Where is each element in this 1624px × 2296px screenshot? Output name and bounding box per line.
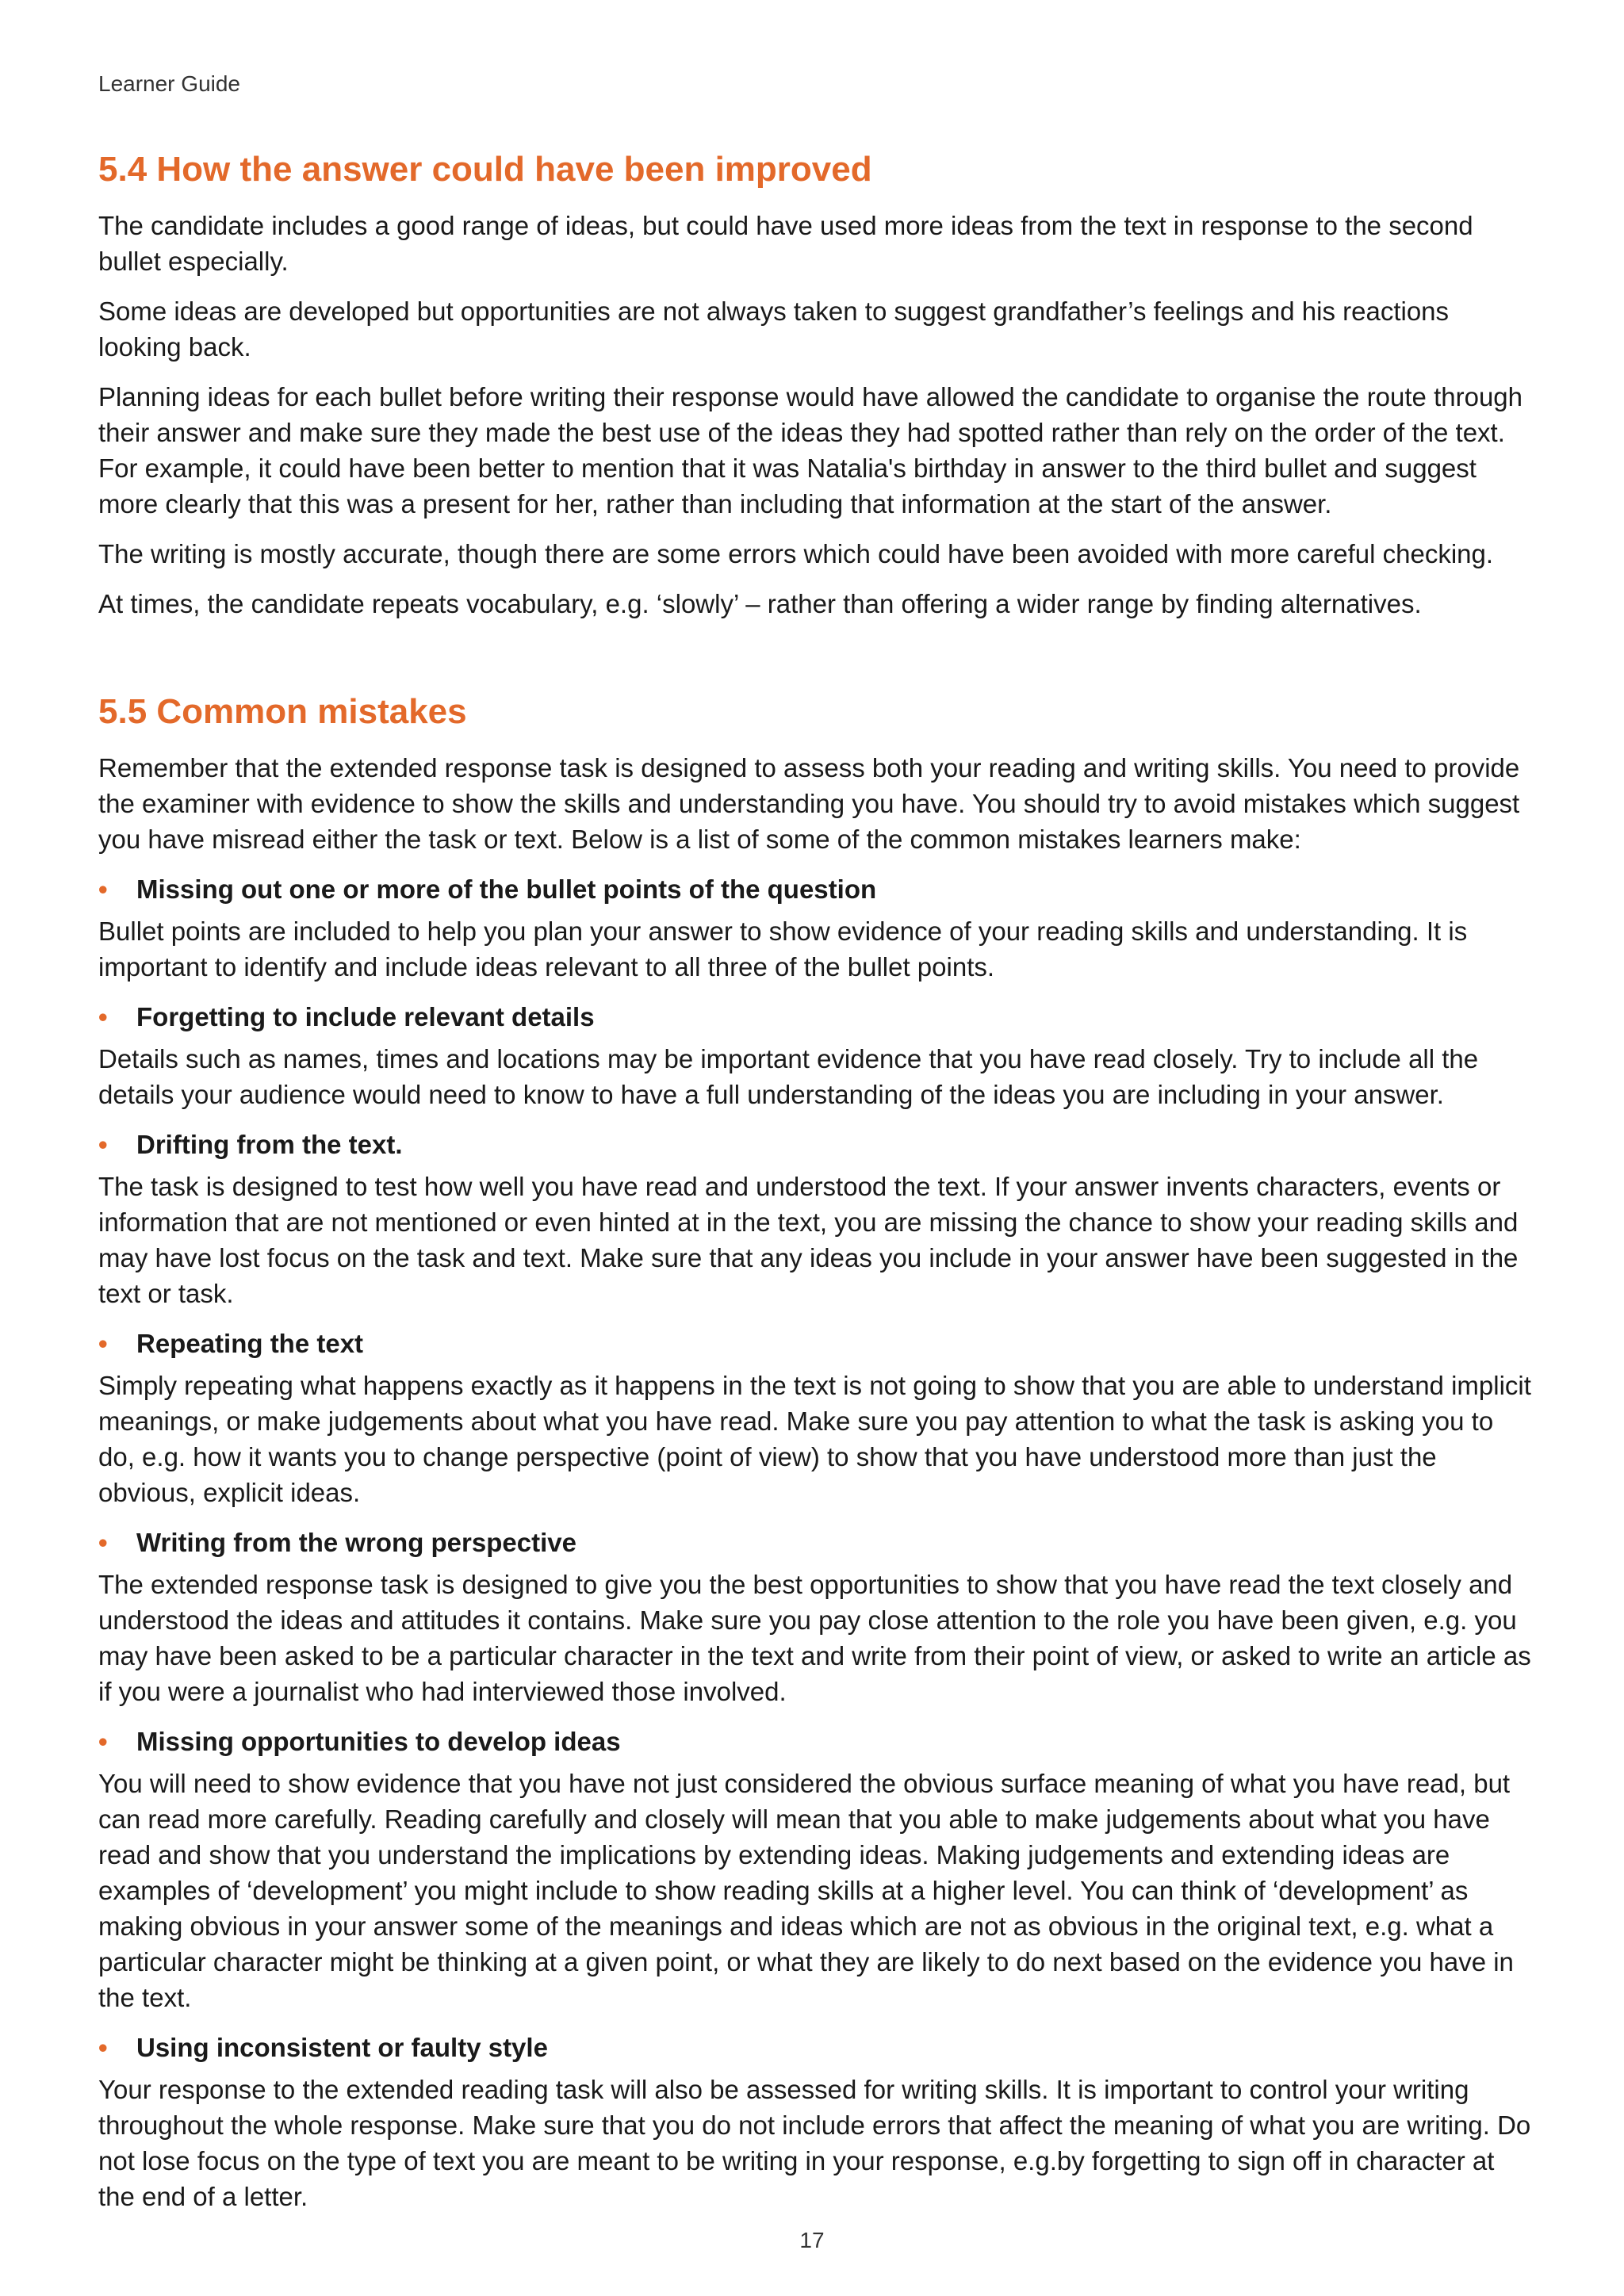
bullet-icon: • (98, 1329, 108, 1358)
bullet-icon: • (98, 2033, 108, 2062)
bullet-title-text: Missing opportunities to develop ideas (136, 1727, 621, 1756)
bullet-title-text: Using inconsistent or faulty style (136, 2033, 548, 2062)
bullet-icon: • (98, 874, 108, 904)
paragraph: Some ideas are developed but opportunities are not always taken to suggest grandfather’s feelings and his reactions looking back. (98, 297, 1450, 362)
bullet-item-title (98, 871, 1535, 907)
paragraph: Planning ideas for each bullet before writing their response would have allowed the candidate to organise the route through their answer and make sure they made the best use of the ideas they had spotted rather than rely on the order of the text. For example, it could have been better to mention that it was Natalia's birthday in answer to the third bullet and suggest more clearly that this was a present for her, rather than including that information at the start of the answer. (98, 382, 1523, 519)
bullet-title-text: Drifting from the text. (136, 1130, 403, 1159)
bullet-item-body: The task is designed to test how well you have read and understood the text. If your answer invents characters, events or information that are not mentioned or even hinted at in the text, you are missing the chance to show your reading skills and may have lost focus on the task and text. Make sure that any ideas you include in your answer have been suggested in the text or task. (98, 1172, 1519, 1308)
bullet-item-title (98, 999, 1535, 1035)
bullet-item-title (98, 1525, 1535, 1560)
paragraph: The writing is mostly accurate, though there are some errors which could have been avoided with more careful checking. (98, 539, 1494, 568)
section-heading: 5.4 How the answer could have been improved (98, 150, 872, 189)
bullet-title-text: Writing from the wrong perspective (136, 1528, 576, 1557)
section-common-mistakes (98, 687, 1535, 2229)
bullet-item-body: The extended response task is designed to give you the best opportunities to show that you have read the text closely and understood the ideas and attitudes it contains. Make sure you pay close attention to the role you have been given, e.g. you may have been asked to be a particular character in the text and write from their point of view, or asked to write an article as if you were a journalist who had interviewed those involved. (98, 1570, 1531, 1706)
bullet-item-title (98, 1127, 1535, 1162)
bullet-icon: • (98, 1130, 108, 1159)
bullet-icon: • (98, 1727, 108, 1756)
section-heading: 5.5 Common mistakes (98, 692, 467, 731)
bullet-title-text: Forgetting to include relevant details (136, 1002, 595, 1031)
intro-paragraph: Remember that the extended response task is designed to assess both your reading and writing skills. You need to provide the examiner with evidence to show the skills and understanding you have. You should try to avoid mistakes which suggest you have misread either the task or text. Below is a list of some of the common mistakes learners make: (98, 753, 1520, 854)
bullet-title-text: Missing out one or more of the bullet points of the question (136, 874, 877, 904)
bullet-item-title (98, 1724, 1535, 1759)
bullet-icon: • (98, 1528, 108, 1557)
bullet-item-body: You will need to show evidence that you have not just considered the obvious surface meaning of what you have read, but can read more carefully. Reading carefully and closely will mean that you able to make judgements about what you have read and show that you understand the implications by extending ideas. Making judgements and extending ideas are examples of ‘development’ you might include to show reading skills at a higher level. You can think of ‘development’ as making obvious in your answer some of the meanings and ideas which are not as obvious in the original text, e.g. what a particular character might be thinking at a given point, or what they are likely to do next based on the evidence you have in the text. (98, 1769, 1514, 2012)
page-number: 17 (799, 2228, 825, 2252)
bullet-item-body: Details such as names, times and locations may be important evidence that you have read closely. Try to include all the details your audience would need to know to have a full understanding of the ideas you are including in your answer. (98, 1044, 1479, 1109)
bullet-item-title (98, 2030, 1535, 2065)
bullet-item-title (98, 1326, 1535, 1361)
bullet-icon: • (98, 1002, 108, 1031)
section-how-improved (98, 144, 1535, 636)
bullet-title-text: Repeating the text (136, 1329, 364, 1358)
bullet-item-body: Bullet points are included to help you plan your answer to show evidence of your reading skills and understanding. It is important to identify and include ideas relevant to all three of the bullet points. (98, 916, 1468, 982)
bullet-item-body: Your response to the extended reading task will also be assessed for writing skills. It is important to control your writing throughout the whole response. Make sure that you do not include errors that affect the meaning of what you are writing. Do not lose focus on the type of text you are meant to be writing in your response, e.g.by forgetting to sign off in character at the end of a letter. (98, 2075, 1531, 2211)
paragraph: At times, the candidate repeats vocabulary, e.g. ‘slowly’ – rather than offering a wider range by finding alternatives. (98, 589, 1422, 618)
paragraph: The candidate includes a good range of ideas, but could have used more ideas from the text in response to the second bullet especially. (98, 211, 1473, 276)
bullet-item-body: Simply repeating what happens exactly as it happens in the text is not going to show that you are able to understand implicit meanings, or make judgements about what you have read. Make sure you pay attention to what the task is asking you to do, e.g. how it wants you to change perspective (point of view) to show that you have understood more than just the obvious, explicit ideas. (98, 1371, 1531, 1507)
running-header: Learner Guide (98, 71, 241, 96)
